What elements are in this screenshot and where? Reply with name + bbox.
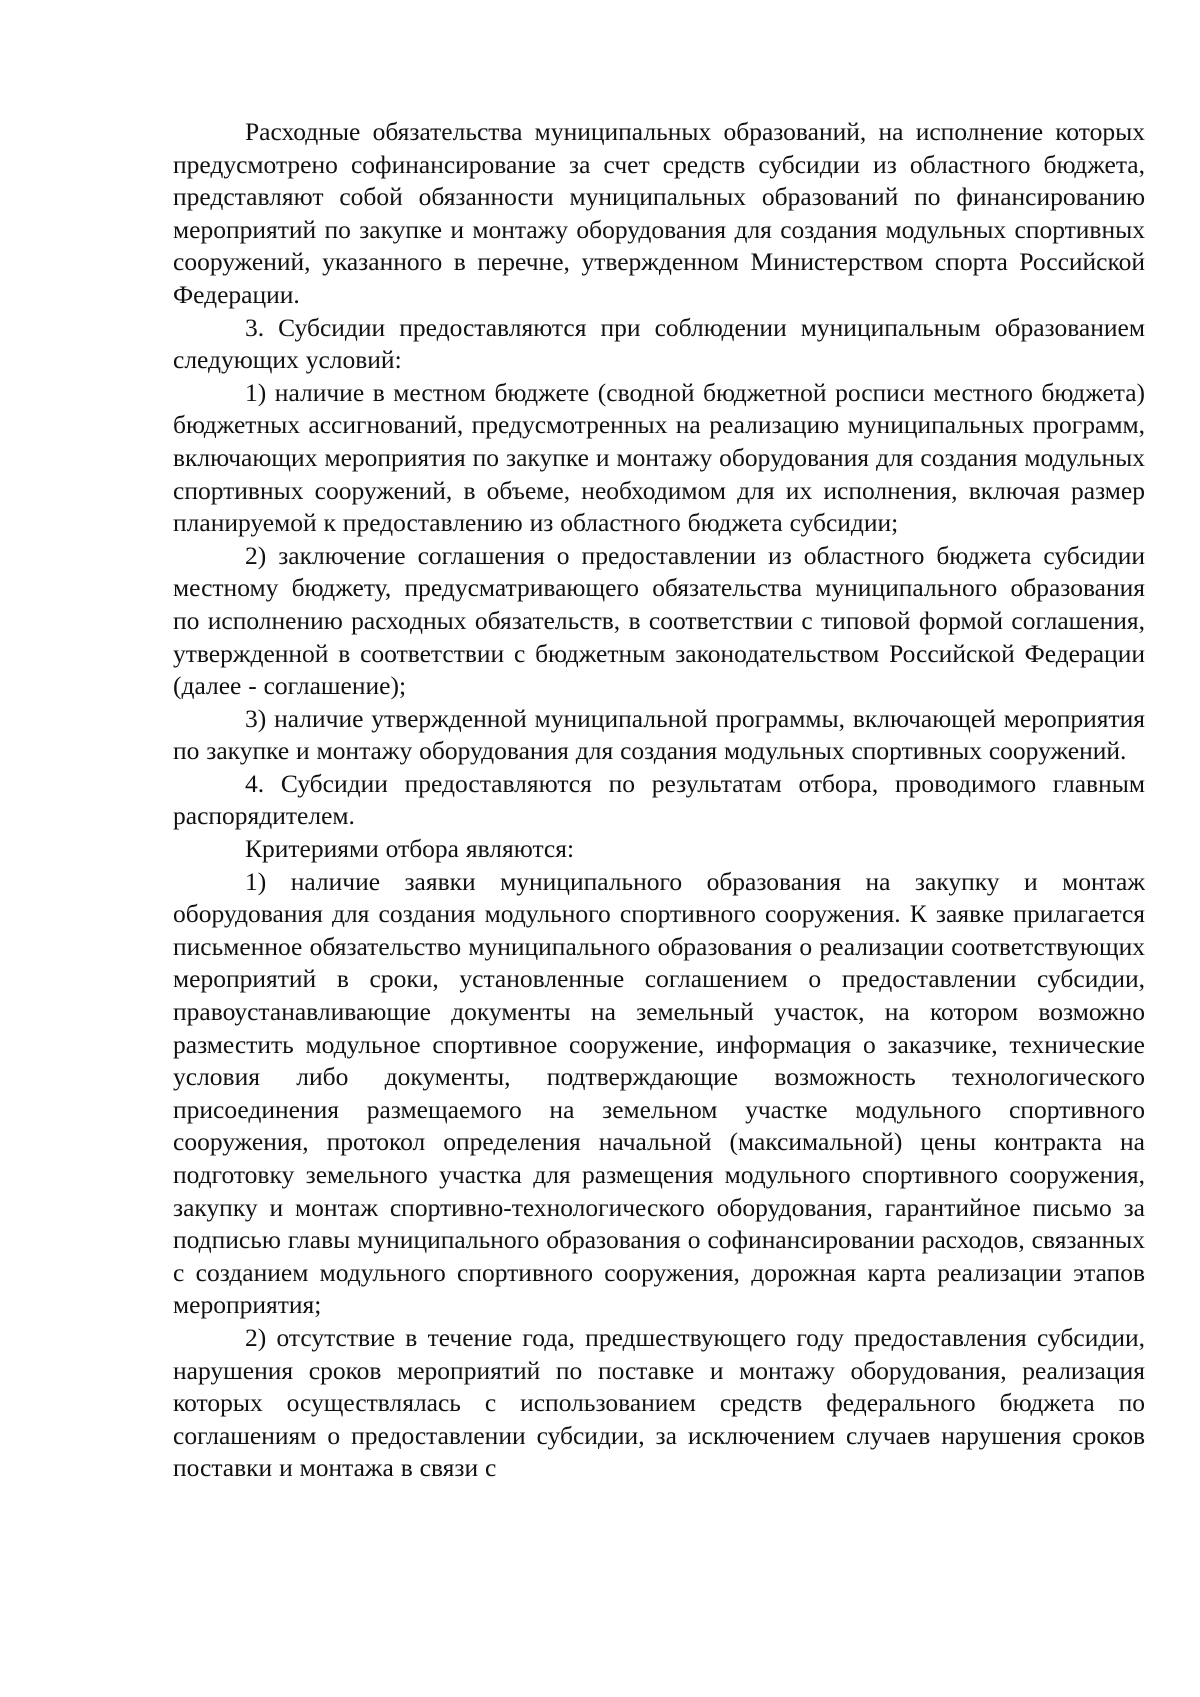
paragraph-condition-3-program: 3) наличие утвержденной муниципальной программы, включающей мероприятия по закупке и монтажу оборудования для создания модульных спортивных сооружений. [173, 703, 1145, 766]
paragraph-expenditure-obligations: Расходные обязательства муниципальных образований, на исполнение которых предусмотрено софинансирование за счет средств субсидии из областного бюджета, представляют собой обязанности муниципальных образований по финансированию мероприятий по закупке и монтажу оборудования для создания модульных спортивных сооружений, указанного в перечне, утвержденном Министерством спорта Российской Федерации. [173, 117, 1145, 309]
paragraph-item-4-selection: 4. Субсидии предоставляются по результатам отбора, проводимого главным распорядителем. [173, 768, 1145, 831]
paragraph-condition-2-agreement: 2) заключение соглашения о предоставлении из областного бюджета субсидии местному бюджету, предусматривающего обязательства муниципального образования по исполнению расходных обязательств, в соответствии с типовой формой соглашения, утвержденной в соответствии с бюджетным законодательством Российской Федерации (далее - соглашение); [173, 540, 1145, 701]
paragraph-criterion-2-no-violations: 2) отсутствие в течение года, предшествующего году предоставления субсидии, нарушения сроков мероприятий по поставке и монтажу оборудования, реализация которых осуществлялась с использованием средств федерального бюджета по соглашениям о предоставлении субсидии, за исключением случаев нарушения сроков поставки и монтажа в связи с [173, 1322, 1145, 1483]
paragraph-criteria-heading: Критериями отбора являются: [245, 834, 575, 864]
paragraph-item-3-conditions: 3. Субсидии предоставляются при соблюдении муниципальным образованием следующих условий: [173, 312, 1145, 375]
paragraph-condition-1-budget: 1) наличие в местном бюджете (сводной бюджетной росписи местного бюджета) бюджетных ассигнований, предусмотренных на реализацию муниципальных программ, включающих мероприятия по закупке и монтажу оборудования для создания модульных спортивных сооружений, в объеме, необходимом для их исполнения, включая размер планируемой к предоставлению из областного бюджета субсидии; [173, 377, 1145, 538]
paragraph-criterion-1-application: 1) наличие заявки муниципального образования на закупку и монтаж оборудования для создания модульного спортивного сооружения. К заявке прилагается письменное обязательство муниципального образования о реализации соответствующих мероприятий в сроки, установленные соглашением о предоставлении субсидии, правоустанавливающие документы на земельный участок, на котором возможно разместить модульное спортивное сооружение, информация о заказчике, технические условия либо документы, подтверждающие возможность технологического присоединения размещаемого на земельном участке модульного спортивного сооружения, протокол определения начальной (максимальной) цены контракта на подготовку земельного участка для размещения модульного спортивного сооружения, закупку и монтаж спортивно-технологического оборудования, гарантийное письмо за подписью главы муниципального образования о софинансировании расходов, связанных с созданием модульного спортивного сооружения, дорожная карта реализации этапов мероприятия; [173, 866, 1145, 1320]
document-page [173, 116, 1145, 1485]
